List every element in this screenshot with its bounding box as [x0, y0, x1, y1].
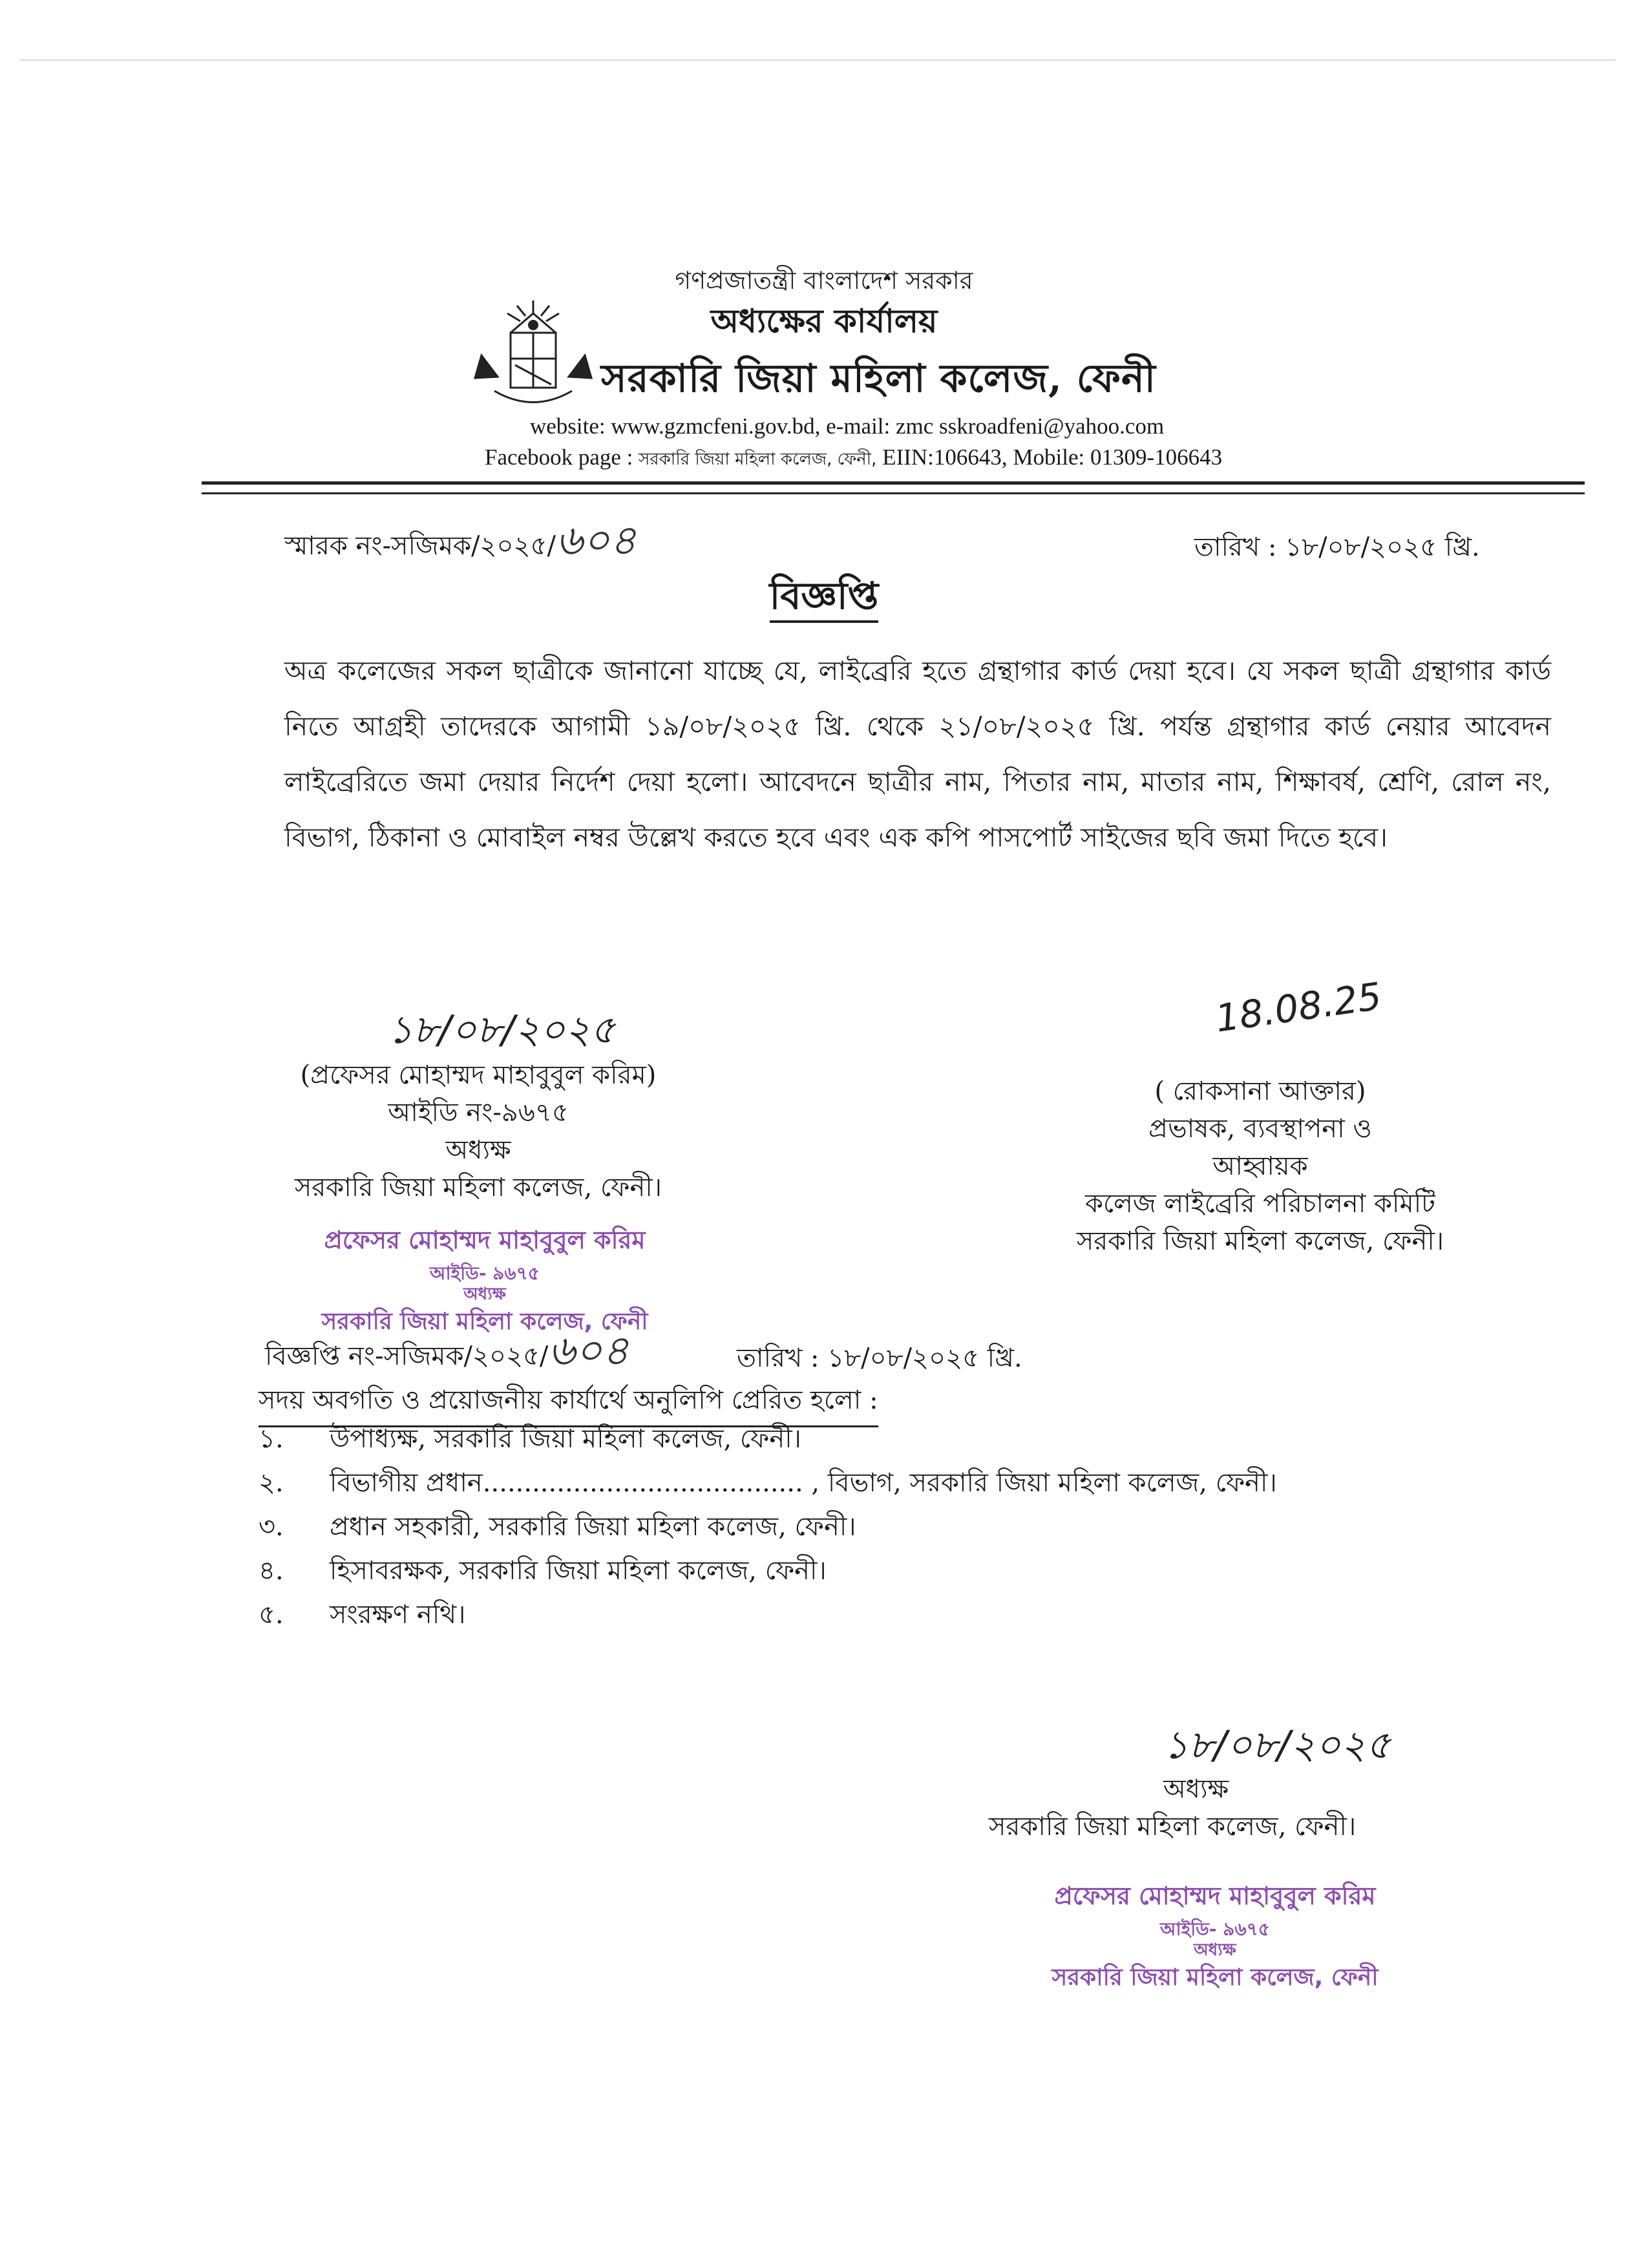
notice-title-text: বিজ্ঞপ্তি: [770, 574, 879, 623]
cc-list: [259, 1418, 1277, 1638]
cc-item-number: ৩.: [259, 1512, 284, 1542]
footer-signature-block: [989, 1770, 1454, 1845]
principal-name: (প্রফেসর মোহাম্মদ মাহাবুবুল করিম): [300, 1060, 657, 1090]
cc-item-text: সংরক্ষণ নথি।: [330, 1600, 466, 1630]
cc-item-text: বিভাগীয় প্রধান....................................... , বিভাগ, সরকারি জিয়া মহিলা কলেজ, ফেনী।: [330, 1468, 1277, 1498]
cc-item: [259, 1594, 1277, 1638]
cc-item-number: ৫.: [259, 1600, 284, 1630]
footer-signature: ১৮/০৮/২০২৫: [1163, 1723, 1391, 1768]
principal-designation: অধ্যক্ষ: [445, 1135, 511, 1165]
memo-date: তারিখ : ১৮/০৮/২০২৫ খ্রি.: [1194, 532, 1480, 562]
secretary-name: ( রোকসানা আক্তার): [1154, 1076, 1366, 1106]
cc-item-text: উপাধ্যক্ষ, সরকারি জিয়া মহিলা কলেজ, ফেনী।: [330, 1424, 801, 1454]
principal-block: [246, 1056, 711, 1206]
principal-signature: ১৮/০৮/২০২৫: [388, 1007, 616, 1053]
footer-stamp: [1008, 1877, 1422, 1999]
secretary-committee: কলেজ লাইব্রেরি পরিচালনা কমিটি: [1085, 1189, 1435, 1219]
facebook-label: Facebook page :: [485, 445, 639, 470]
footer-stamp-designation: অধ্যক্ষ: [1194, 1940, 1236, 1960]
notice-ref-date: তারিখ : ১৮/০৮/২০২৫ খ্রি.: [737, 1343, 1022, 1373]
principal-college: সরকারি জিয়া মহিলা কলেজ, ফেনী।: [294, 1173, 662, 1202]
footer-college: সরকারি জিয়া মহিলা কলেজ, ফেনী।: [989, 1812, 1357, 1842]
college-name: সরকারি জিয়া মহিলা কলেজ, ফেনী: [601, 356, 1156, 401]
stamp-id: আইডি- ৯৬৭৫: [430, 1263, 540, 1284]
footer-stamp-college: সরকারি জিয়া মহিলা কলেজ, ফেনী: [1051, 1964, 1379, 1991]
notice-title: [0, 567, 1648, 630]
footer-stamp-id: আইডি- ৯৬৭৫: [1160, 1918, 1270, 1940]
notice-ref-handwritten-number: ৬০৪: [548, 1327, 629, 1375]
footer-designation: অধ্যক্ষ: [1163, 1774, 1229, 1804]
cc-heading: সদয় অবগতি ও প্রয়োজনীয় কার্যার্থে অনুলিপি প্রেরিত হলো :: [259, 1380, 878, 1427]
notice-ref-number: [265, 1319, 629, 1389]
stamp-designation: অধ্যক্ষ: [463, 1285, 506, 1304]
principal-id: আইডি নং-৯৬৭৫: [388, 1098, 569, 1128]
cc-item: [259, 1506, 1277, 1550]
contact-facebook-eiin: [485, 445, 1222, 474]
college-seal-logo: [469, 294, 598, 414]
facebook-page-name: সরকারি জিয়া মহিলা কলেজ, ফেনী,: [639, 450, 877, 469]
contact-website-email: website: www.gzmcfeni.gov.bd, e-mail: zmc sskroadfeni@yahoo.com: [530, 414, 1165, 439]
footer-stamp-name: প্রফেসর মোহাম্মদ মাহাবুবুল করিম: [1054, 1882, 1376, 1910]
memo-handwritten-number: ৬০৪: [555, 517, 637, 565]
memo-prefix: স্মারক নং-সজিমক/২০২৫/: [284, 531, 556, 561]
cc-item-number: ২.: [259, 1468, 284, 1498]
eiin-mobile: EIIN:106643, Mobile: 01309-106643: [876, 445, 1223, 470]
secretary-signature: 18.08.25: [1212, 974, 1384, 1041]
scan-edge-line: [19, 59, 1616, 61]
cc-item-number: ১.: [259, 1424, 284, 1454]
cc-item-text: হিসাবরক্ষক, সরকারি জিয়া মহিলা কলেজ, ফেনী।: [330, 1556, 827, 1586]
office-name: অধ্যক্ষের কার্যালয়: [710, 302, 938, 340]
cc-item: [259, 1418, 1277, 1462]
secretary-role: আহ্বায়ক: [1212, 1151, 1308, 1181]
header-rule-thin: [202, 492, 1585, 494]
secretary-block: [1008, 1073, 1512, 1260]
government-name: গণপ্রজাতন্ত্রী বাংলাদেশ সরকার: [675, 266, 973, 295]
cc-item: [259, 1550, 1277, 1594]
cc-item: [259, 1462, 1277, 1506]
notice-body: অত্র কলেজের সকল ছাত্রীকে জানানো যাচ্ছে যে, লাইব্রেরি হতে গ্রন্থাগার কার্ড দেয়া হবে। যে সকল ছাত্রী গ্রন্থাগার কার্ড নিতে আগ্রহী তাদেরকে আগামী ১৯/০৮/২০২৫ খ্রি. থেকে ২১/০৮/২০২৫ খ্রি. পর্যন্ত গ্রন্থাগার কার্ড নেয়ার আবেদন লাইব্রেরিতে জমা দেয়ার নির্দেশ দেয়া হলো। আবেদনে ছাত্রীর নাম, পিতার নাম, মাতার নাম, শিক্ষাবর্ষ, শ্রেণি, রোল নং, বিভাগ, ঠিকানা ও মোবাইল নম্বর উল্লেখ করতে হবে এবং এক কপি পাসপোর্ট সাইজের ছবি জমা দিতে হবে।: [284, 655, 1551, 853]
header-rule-thick: [202, 481, 1585, 485]
stamp-name: প্রফেসর মোহাম্মদ মাহাবুবুল করিম: [324, 1226, 646, 1254]
notice-ref-prefix: বিজ্ঞপ্তি নং-সজিমক/২০২৫/: [265, 1341, 549, 1371]
cc-item-number: ৪.: [259, 1556, 284, 1586]
secretary-designation: প্রভাষক, ব্যবস্থাপনা ও: [1148, 1114, 1372, 1144]
cc-item-text: প্রধান সহকারী, সরকারি জিয়া মহিলা কলেজ, ফেনী।: [330, 1512, 856, 1542]
secretary-college: সরকারি জিয়া মহিলা কলেজ, ফেনী।: [1076, 1226, 1444, 1256]
stamp-college: সরকারি জিয়া মহিলা কলেজ, ফেনী: [321, 1308, 648, 1335]
